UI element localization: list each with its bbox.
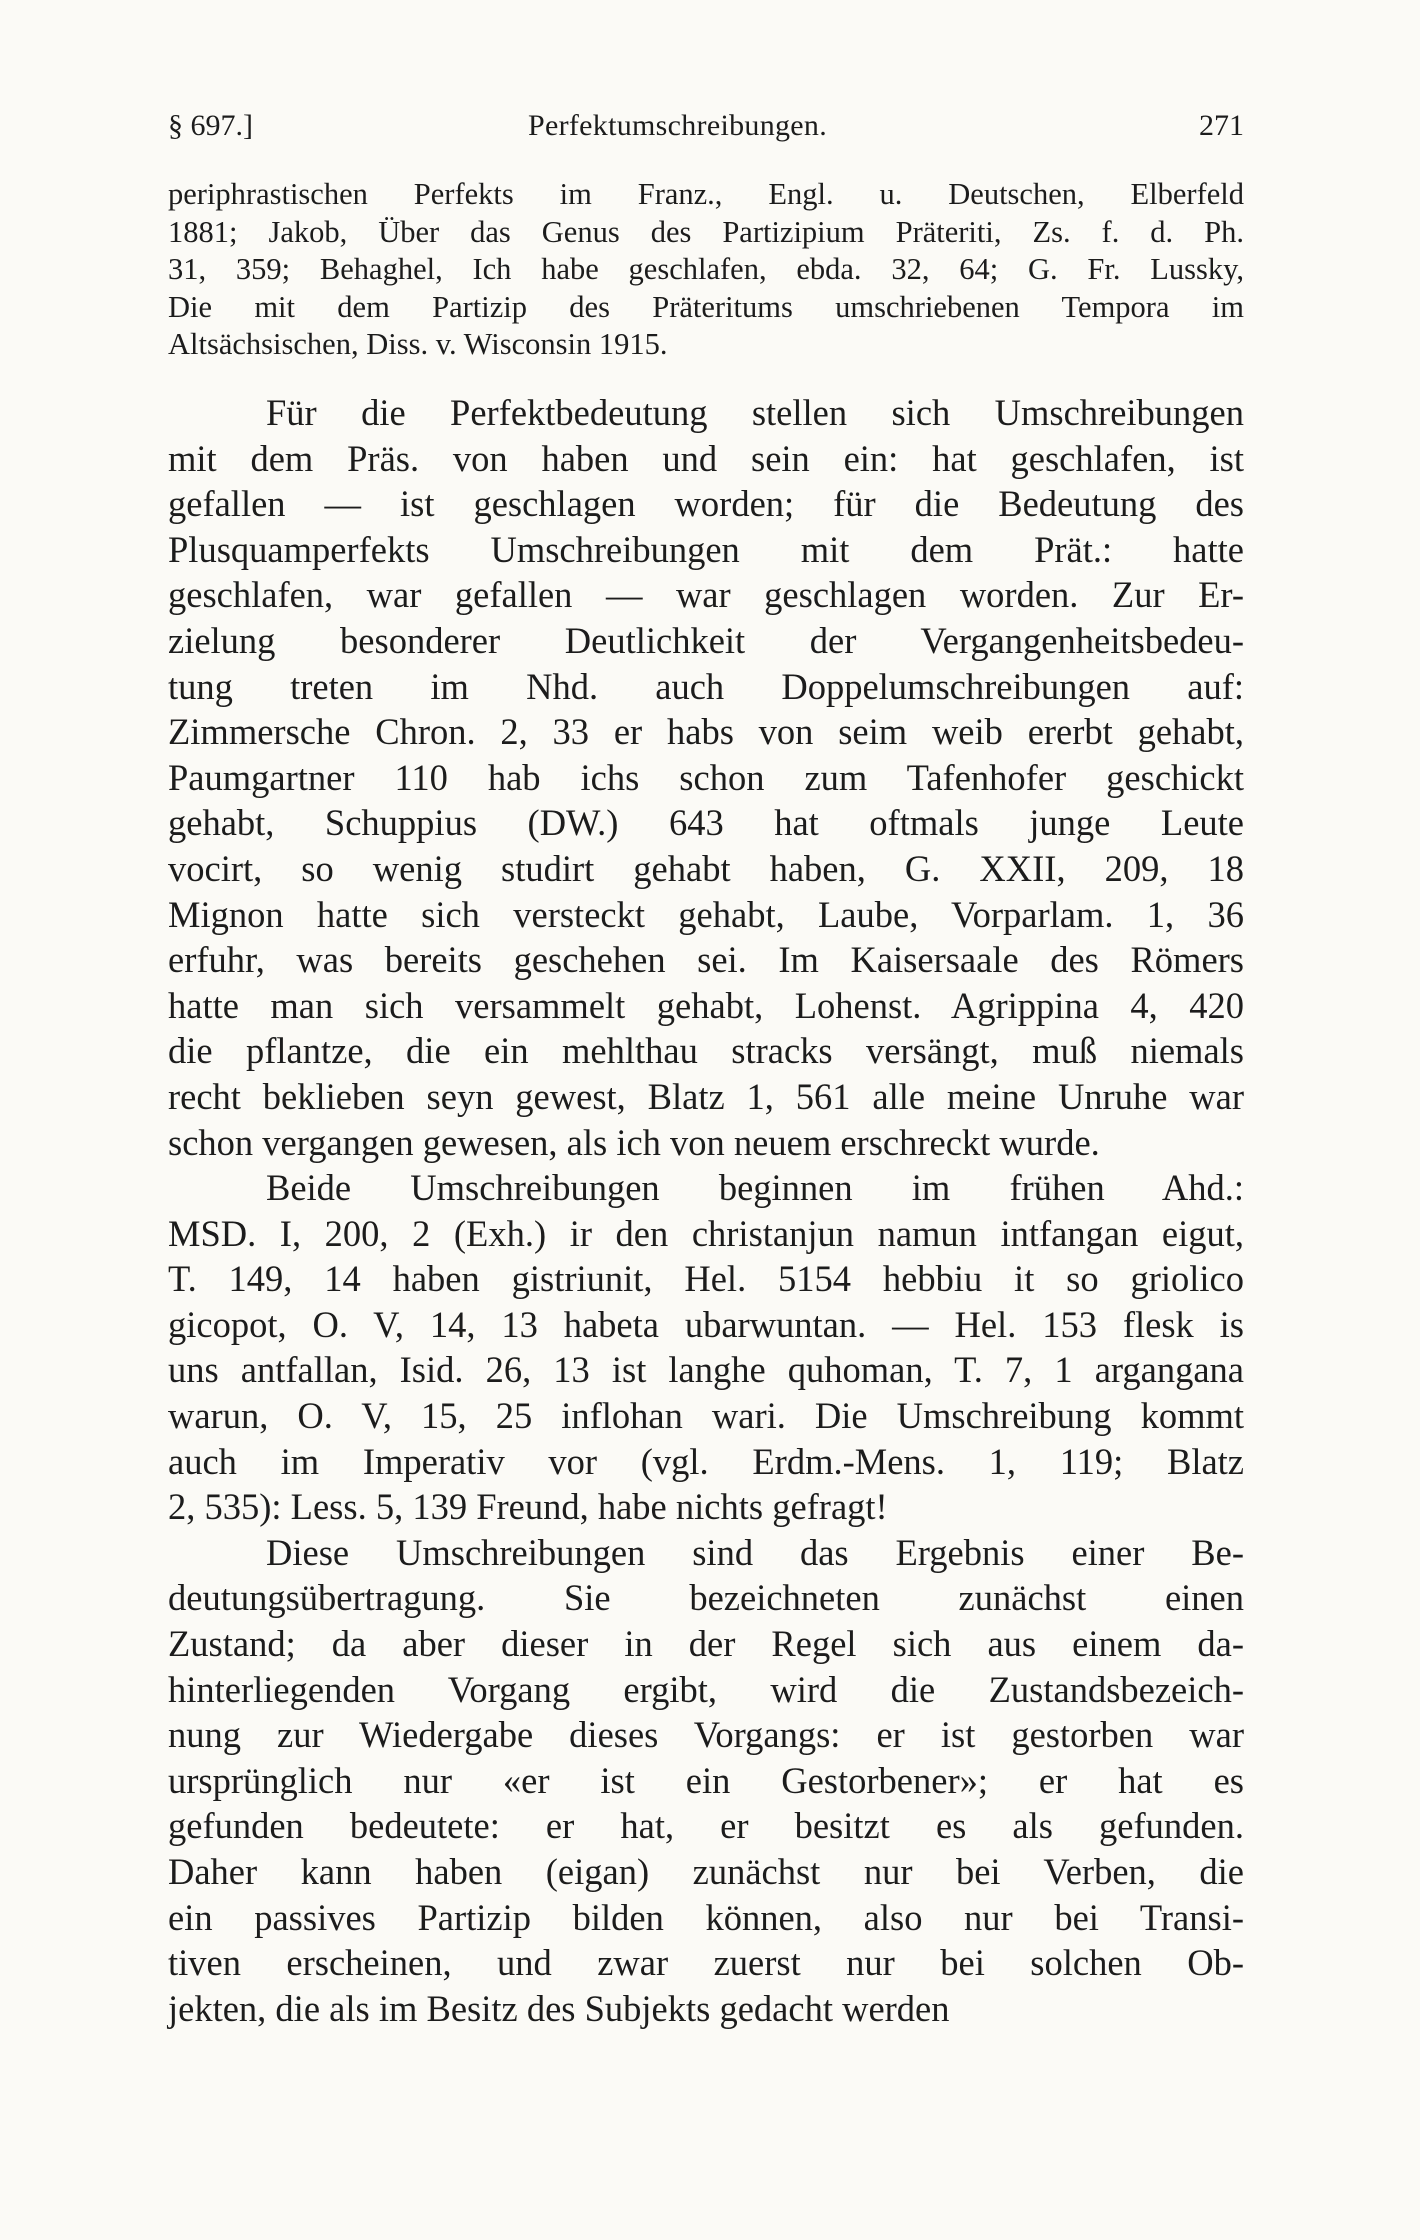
text-line: Mignon hatte sich versteckt gehabt, Laube, Vorparlam. 1, 36 — [168, 893, 1244, 935]
text-line: tiven erscheinen, und zwar zuerst nur bei solchen Ob- — [168, 1942, 1244, 1984]
running-header — [168, 106, 1244, 146]
text-line: gehabt, Schuppius (DW.) 643 hat oftmals junge Leute — [168, 802, 1244, 844]
paragraph-first-line: Beide Umschreibungen beginnen im frühen Ahd.: — [266, 1167, 1244, 1209]
paragraph-first-line: Diese Umschreibungen sind das Ergebnis einer Be- — [266, 1531, 1244, 1573]
text-line: Altsächsischen, Diss. v. Wisconsin 1915. — [168, 327, 668, 361]
text-line: Zimmersche Chron. 2, 33 er habs von seim weib ererbt gehabt, — [168, 711, 1244, 753]
text-line: gicopot, O. V, 14, 13 habeta ubarwuntan. — Hel. 153 flesk is — [168, 1303, 1244, 1345]
text-line: Die mit dem Partizip des Präteritums umschriebenen Tempora im — [168, 289, 1244, 324]
section-reference: § 697.] — [168, 109, 253, 142]
text-line: Zustand; da aber dieser in der Regel sich aus einem da- — [168, 1623, 1244, 1665]
text-line: Paumgartner 110 hab ichs schon zum Tafenhofer geschickt — [168, 756, 1244, 798]
text-line: deutungsübertragung. Sie bezeichneten zunächst einen — [168, 1577, 1244, 1619]
text-line: periphrastischen Perfekts im Franz., Engl. u. Deutschen, Elberfeld — [168, 177, 1244, 211]
paragraph-first-line: Für die Perfektbedeutung stellen sich Umschreibungen — [266, 392, 1244, 433]
text-line: erfuhr, was bereits geschehen sei. Im Kaisersaale des Römers — [168, 939, 1244, 981]
text-line: 2, 535): Less. 5, 139 Freund, habe nichts gefragt! — [168, 1486, 888, 1528]
text-line: warun, O. V, 15, 25 inflohan wari. Die Umschreibung kommt — [168, 1395, 1244, 1437]
text-line: Plusquamperfekts Umschreibungen mit dem Prät.: hatte — [168, 528, 1244, 570]
text-line: tung treten im Nhd. auch Doppelumschreibungen auf: — [168, 665, 1244, 707]
text-line: vocirt, so wenig studirt gehabt haben, G. XXII, 209, 18 — [168, 847, 1244, 889]
text-line: hatte man sich versammelt gehabt, Lohenst. Agrippina 4, 420 — [168, 984, 1244, 1026]
text-line: mit dem Präs. von haben und sein ein: hat geschlafen, ist — [168, 437, 1244, 479]
text-line: ursprünglich nur «er ist ein Gestorbener»; er hat es — [168, 1759, 1244, 1801]
bibliography-continuation — [168, 176, 1244, 364]
text-line: Daher kann haben (eigan) zunächst nur bei Verben, die — [168, 1851, 1244, 1892]
text-line: uns antfallan, Isid. 26, 13 ist langhe quhoman, T. 7, 1 argangana — [168, 1349, 1244, 1391]
text-line: 1881; Jakob, Über das Genus des Partizipium Präteriti, Zs. f. d. Ph. — [168, 214, 1244, 249]
text-line: hinterliegenden Vorgang ergibt, wird die Zustandsbezeich- — [168, 1668, 1244, 1710]
text-line: die pflantze, die ein mehlthau stracks versängt, muß niemals — [168, 1030, 1244, 1072]
text-line: gefunden bedeutete: er hat, er besitzt es als gefunden. — [168, 1805, 1244, 1847]
text-line: MSD. I, 200, 2 (Exh.) ir den christanjun namun intfangan eigut, — [168, 1212, 1244, 1254]
text-line: auch im Imperativ vor (vgl. Erdm.-Mens. 1, 119; Blatz — [168, 1440, 1244, 1482]
text-line: 31, 359; Behaghel, Ich habe geschlafen, ebda. 32, 64; G. Fr. Lussky, — [168, 252, 1244, 286]
page-number: 271 — [1199, 109, 1244, 142]
text-line: zielung besonderer Deutlichkeit der Vergangenheitsbedeu- — [168, 619, 1244, 661]
text-line: T. 149, 14 haben gistriunit, Hel. 5154 hebbiu it so griolico — [168, 1258, 1244, 1300]
text-line: gefallen — ist geschlagen worden; für die Bedeutung des — [168, 483, 1244, 525]
text-line: nung zur Wiedergabe dieses Vorgangs: er ist gestorben war — [168, 1714, 1244, 1756]
text-line: ein passives Partizip bilden können, also nur bei Transi- — [168, 1896, 1244, 1938]
text-line: jekten, die als im Besitz des Subjekts gedacht werden — [168, 1987, 950, 2029]
running-title: Perfektumschreibungen. — [528, 109, 828, 142]
text-line: schon vergangen gewesen, als ich von neuem erschreckt wurde. — [168, 1121, 1100, 1163]
body-text — [168, 390, 1244, 2031]
text-line: recht beklieben seyn gewest, Blatz 1, 561 alle meine Unruhe war — [168, 1075, 1244, 1117]
text-line: geschlafen, war gefallen — war geschlagen worden. Zur Er- — [168, 574, 1244, 616]
